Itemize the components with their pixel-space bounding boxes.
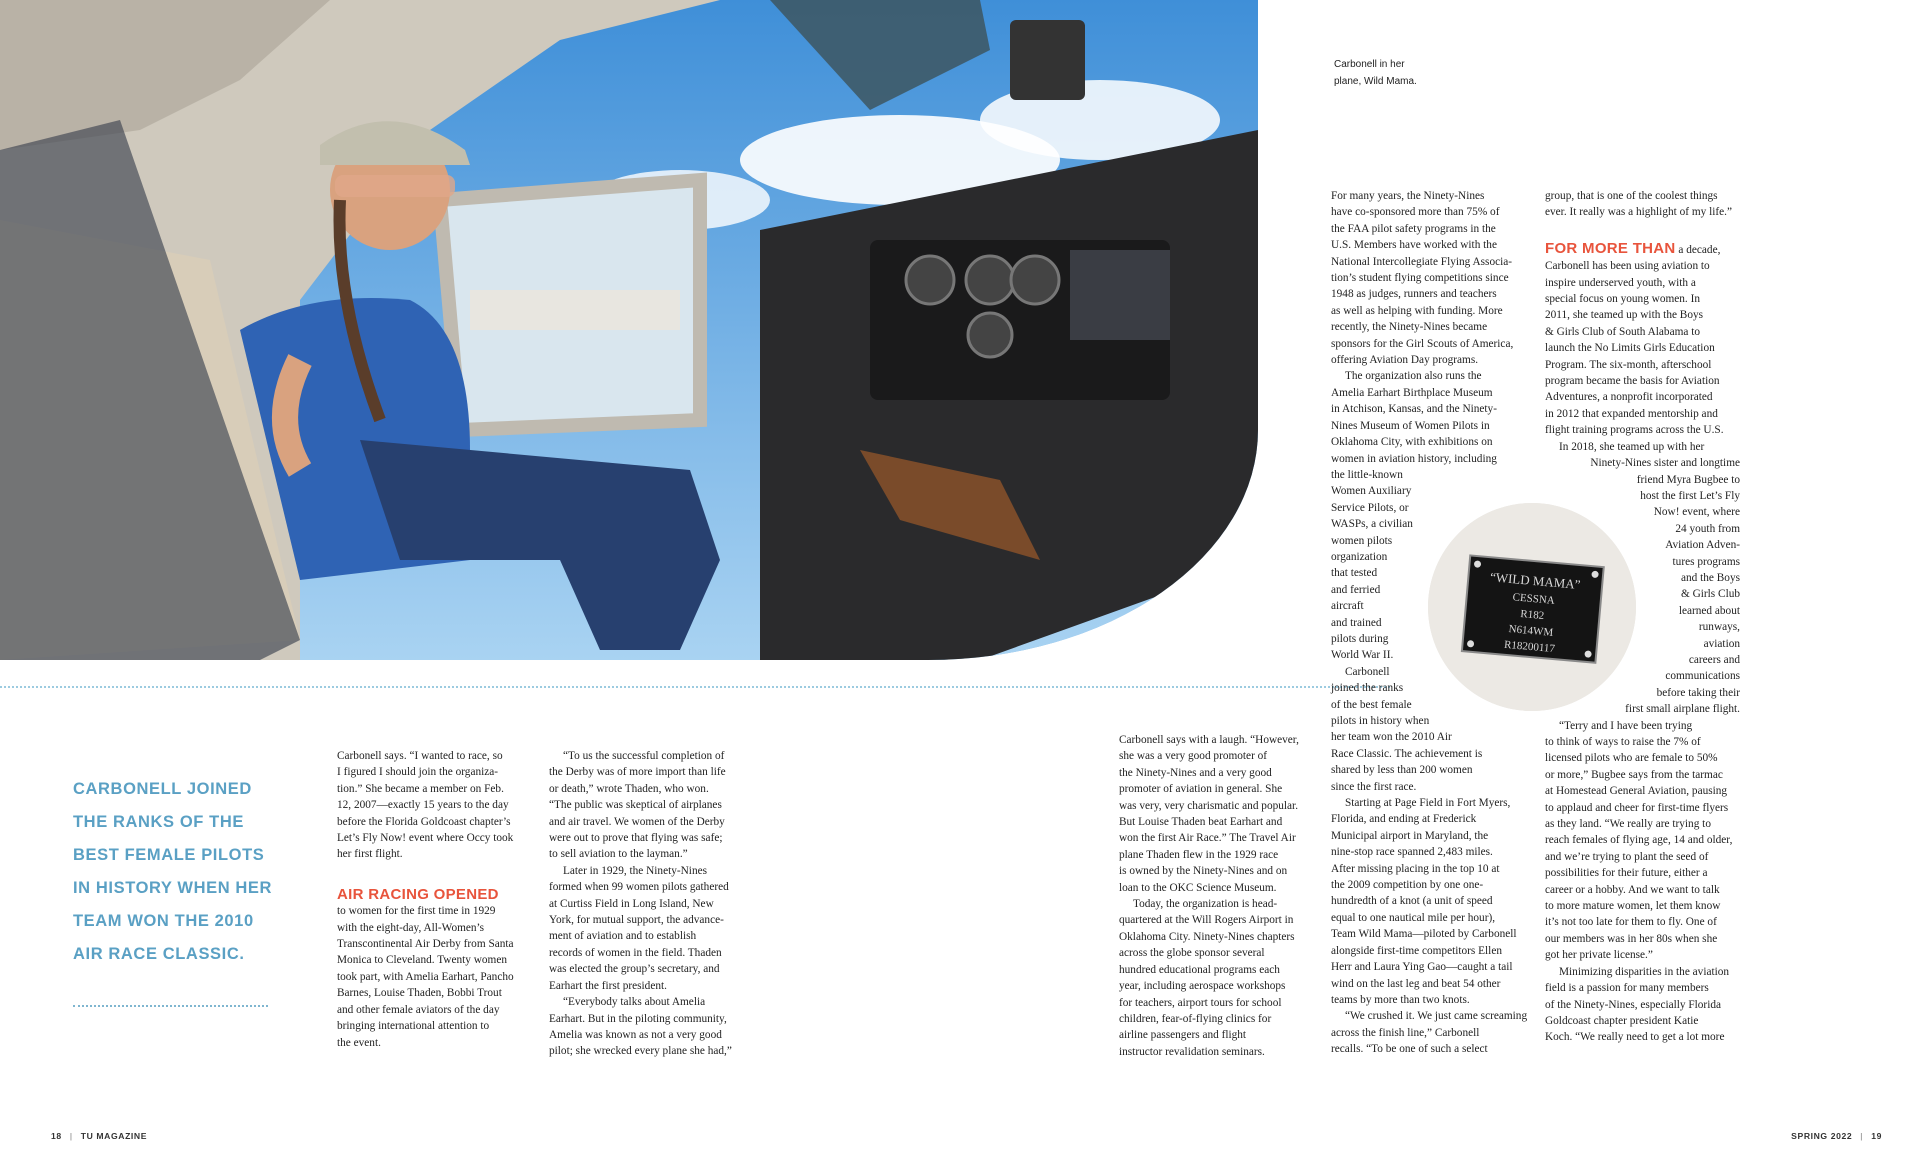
- article-column-2: [549, 748, 749, 1060]
- pull-quote-line: CARBONELL JOINED: [73, 780, 252, 798]
- text-line: year, including aerospace workshops: [1119, 980, 1286, 993]
- text-line: plane Thaden flew in the 1929 race: [1119, 848, 1279, 861]
- plate-line-5: R18200117: [1503, 638, 1556, 656]
- footer-right: SPRING 2022 | 19: [1791, 1131, 1882, 1141]
- text-line: to think of ways to raise the 7% of: [1545, 736, 1701, 748]
- text-line: Transcontinental Air Derby from Santa: [337, 938, 514, 951]
- caption-line: Carbonell in her: [1334, 59, 1405, 70]
- text-line: Oklahoma City. Ninety-Nines chapters: [1119, 930, 1295, 943]
- text-line: launch the No Limits Girls Education: [1545, 342, 1715, 355]
- pull-quote-line: TEAM WON THE 2010: [73, 912, 254, 930]
- plate-line-1: “WILD MAMA”: [1489, 569, 1582, 593]
- text-line: Goldcoast chapter president Katie: [1545, 1014, 1699, 1027]
- text-line: and we’re trying to plant the seed of: [1545, 850, 1709, 863]
- text-line: and the Boys: [1681, 571, 1740, 584]
- pull-quote-rule: [73, 1005, 268, 1007]
- text-line: teams by more than two knots.: [1331, 993, 1470, 1006]
- text-line: to more mature women, let them know: [1545, 900, 1721, 913]
- text-line: “Everybody talks about Amelia: [563, 996, 706, 1009]
- text-line: got her private license.”: [1545, 949, 1653, 962]
- text-line: field is a passion for many members: [1545, 982, 1709, 995]
- text-line: recalls. “To be one of such a select: [1331, 1043, 1488, 1056]
- text-line: Later in 1929, the Ninety-Nines: [563, 864, 707, 877]
- text-line: I figured I should join the organiza-: [337, 766, 499, 779]
- text-line: In 2018, she teamed up with her: [1559, 440, 1705, 453]
- article-column-1: [337, 748, 537, 1051]
- text-line: equal to one nautical mile per hour),: [1331, 911, 1496, 924]
- text-line: of the Ninety-Nines, especially Florida: [1545, 998, 1721, 1011]
- page-number-left: 18: [51, 1131, 62, 1141]
- text-line: flight training programs across the U.S.: [1545, 424, 1724, 437]
- text-line: to applaud and cheer for first-time flyers: [1545, 801, 1729, 814]
- text-line: as well as helping with funding. More: [1331, 304, 1503, 317]
- text-line: quartered at the Will Rogers Airport in: [1119, 914, 1294, 927]
- text-line: Minimizing disparities in the aviation: [1559, 965, 1730, 978]
- text-line: After missing placing in the top 10 at: [1331, 862, 1500, 875]
- text-line: possibilities for their future, either a: [1545, 867, 1708, 880]
- text-line: For many years, the Ninety-Nines: [1331, 190, 1485, 202]
- text-line: Starting at Page Field in Fort Myers,: [1345, 797, 1511, 810]
- text-line: wind on the last leg and beat 54 other: [1331, 977, 1501, 990]
- text-line: hundredth of a knot (a unit of speed: [1331, 895, 1493, 908]
- text-line: & Girls Club: [1681, 588, 1740, 601]
- text-line: Women Auxiliary: [1331, 485, 1412, 498]
- text-line: bringing international attention to: [337, 1020, 490, 1033]
- text-line: aircraft: [1331, 600, 1364, 613]
- text-line: the 2009 competition by one one-: [1331, 879, 1484, 892]
- text-line: tures programs: [1672, 555, 1740, 568]
- text-line: that tested: [1331, 567, 1378, 580]
- magazine-title: TU MAGAZINE: [80, 1131, 148, 1141]
- text-line: Program. The six-month, afterschool: [1545, 358, 1712, 371]
- text-line: records of women in the field. Thaden: [549, 946, 722, 959]
- pull-quote: [73, 773, 333, 971]
- text-line: alongside first-time competitors Ellen: [1331, 944, 1502, 957]
- page-number-right: 19: [1871, 1131, 1882, 1141]
- text-line: sponsors for the Girl Scouts of America,: [1331, 337, 1514, 350]
- text-line: World War II.: [1331, 649, 1394, 662]
- text-line: at Curtiss Field in Long Island, New: [549, 897, 714, 910]
- text-line: Today, the organization is head-: [1133, 898, 1278, 911]
- text-line: But Louise Thaden beat Earhart and: [1119, 816, 1283, 829]
- text-line: since the first race.: [1331, 780, 1417, 793]
- text-line: Earhart the first president.: [549, 979, 667, 992]
- text-line: Monica to Cleveland. Twenty women: [337, 954, 507, 967]
- text-line: won the first Air Race.” The Travel Air: [1119, 832, 1296, 845]
- text-line: in 2012 that expanded mentorship and: [1545, 407, 1718, 420]
- text-line: have co-sponsored more than 75% of: [1331, 206, 1500, 219]
- text-line: 12, 2007—exactly 15 years to the day: [337, 799, 509, 812]
- text-line: nine-stop race spanned 2,483 miles.: [1331, 846, 1493, 859]
- text-line: and air travel. We women of the Derby: [549, 815, 725, 828]
- plate-line-3: R182: [1519, 608, 1545, 623]
- text-line: promoter of aviation in general. She: [1119, 783, 1283, 796]
- text-line: across the finish line,” Carbonell: [1331, 1026, 1480, 1039]
- text-line: licensed pilots who are female to 50%: [1545, 752, 1718, 765]
- text-line: women pilots: [1331, 534, 1393, 547]
- text-line: children, fear-of-flying clinics for: [1119, 1012, 1272, 1025]
- text-line: pilot; she wrecked every plane she had,”: [549, 1045, 732, 1058]
- text-line: Team Wild Mama—piloted by Carbonell: [1331, 928, 1517, 941]
- text-line: was elected the group’s secretary, and: [549, 963, 720, 976]
- text-line: instructor revalidation seminars.: [1119, 1045, 1265, 1058]
- text-line: 1948 as judges, runners and teachers: [1331, 288, 1497, 301]
- text-line: of the best female: [1331, 698, 1412, 711]
- text-line: 2011, she teamed up with the Boys: [1545, 309, 1704, 322]
- text-line: the Ninety-Nines and a very good: [1119, 766, 1272, 779]
- column-1-para-1: [337, 748, 537, 863]
- text-line: as they land. “We really are trying to: [1545, 818, 1711, 831]
- text-line: Amelia Earhart Birthplace Museum: [1331, 386, 1493, 399]
- text-line: was very, very charismatic and popular.: [1119, 799, 1299, 812]
- text-line: Carbonell says with a laugh. “However,: [1119, 734, 1299, 746]
- text-line: runways,: [1698, 621, 1740, 634]
- text-line: “Terry and I have been trying: [1559, 719, 1693, 732]
- text-line: loan to the OKC Science Museum.: [1119, 881, 1277, 894]
- text-line: to women for the first time in 1929: [337, 905, 496, 918]
- text-line: reach females of flying age, 14 and older,: [1545, 834, 1733, 847]
- text-line: offering Aviation Day programs.: [1331, 354, 1479, 367]
- text-line: ment of aviation and to establish: [549, 930, 697, 943]
- text-line: women in aviation history, including: [1331, 452, 1497, 465]
- text-line: pilots during: [1331, 632, 1389, 645]
- text-line: first small airplane flight.: [1625, 703, 1740, 716]
- text-line: shared by less than 200 women: [1331, 764, 1473, 777]
- text-line: Oklahoma City, with exhibitions on: [1331, 436, 1493, 449]
- aircraft-data-plate: [1428, 503, 1636, 711]
- text-line: “We crushed it. We just came screaming: [1345, 1010, 1528, 1023]
- pull-quote-line: BEST FEMALE PILOTS: [73, 846, 265, 864]
- text-line: Service Pilots, or: [1331, 501, 1409, 514]
- plate-line-2: CESSNA: [1512, 591, 1556, 607]
- text-line: “The public was skeptical of airplanes: [549, 799, 722, 812]
- text-line: & Girls Club of South Alabama to: [1545, 325, 1701, 338]
- text-line: joined the ranks: [1331, 682, 1404, 695]
- caption-line: plane, Wild Mama.: [1334, 76, 1417, 87]
- text-line: friend Myra Bugbee to: [1636, 473, 1740, 486]
- text-line: Carbonell: [1345, 665, 1390, 678]
- text-line: organization: [1331, 550, 1388, 563]
- plate-line-4: N614WM: [1508, 623, 1554, 639]
- text-line: Carbonell says. “I wanted to race, so: [337, 750, 503, 762]
- text-line: her team won the 2010 Air: [1331, 731, 1452, 744]
- text-line: Let’s Fly Now! event where Occy took: [337, 832, 514, 845]
- text-line: to sell aviation to the layman.”: [549, 848, 688, 861]
- section-lead-air-racing: AIR RACING OPENED: [337, 885, 499, 903]
- text-line: program became the basis for Aviation: [1545, 375, 1720, 388]
- text-line: special focus on young women. In: [1545, 293, 1700, 306]
- text-line: across the globe sponsor several: [1119, 947, 1265, 960]
- text-line: tion.” She became a member on Feb.: [337, 782, 504, 795]
- text-line: recently, the Ninety-Nines became: [1331, 321, 1488, 334]
- issue-title: SPRING 2022: [1791, 1131, 1853, 1141]
- pull-quote-line: AIR RACE CLASSIC.: [73, 945, 245, 963]
- text-line: aviation: [1703, 637, 1740, 650]
- text-line: in Atchison, Kansas, and the Ninety-: [1331, 403, 1497, 416]
- pull-quote-line: IN HISTORY WHEN HER: [73, 879, 273, 897]
- text-line: Carbonell has been using aviation to: [1545, 260, 1710, 273]
- text-line: Municipal airport in Maryland, the: [1331, 829, 1489, 842]
- text-line: before taking their: [1656, 686, 1740, 699]
- text-line: she was a very good promoter of: [1119, 750, 1268, 763]
- text-line: host the first Let’s Fly: [1640, 489, 1740, 502]
- text-line: Aviation Adven-: [1665, 539, 1740, 552]
- text-line: inspire underserved youth, with a: [1545, 276, 1696, 289]
- text-line: and ferried: [1331, 583, 1381, 596]
- text-line: our members was in her 80s when she: [1545, 932, 1718, 945]
- text-line: formed when 99 women pilots gathered: [549, 881, 729, 894]
- text-line: WASPs, a civilian: [1331, 518, 1413, 531]
- text-line: National Intercollegiate Flying Associa-: [1331, 255, 1513, 268]
- text-line: Race Classic. The achievement is: [1331, 747, 1483, 760]
- text-line: career or a hobby. And we want to talk: [1545, 883, 1720, 896]
- text-line: her first flight.: [337, 848, 403, 861]
- text-line: Earhart. But in the piloting community,: [549, 1012, 727, 1025]
- text-line: “To us the successful completion of: [563, 750, 725, 762]
- column-1-para-2: [337, 903, 537, 1051]
- text-line: Nines Museum of Women Pilots in: [1331, 419, 1490, 432]
- text-line: Herr and Laura Ying Gao—caught a tail: [1331, 961, 1513, 974]
- dotted-divider: [0, 686, 1390, 688]
- footer-left: 18 | TU MAGAZINE: [51, 1131, 148, 1141]
- text-line: airline passengers and flight: [1119, 1029, 1247, 1042]
- text-line: at Homestead General Aviation, pausing: [1545, 785, 1728, 798]
- text-line: or death,” wrote Thaden, who won.: [549, 782, 709, 795]
- text-line: and other female aviators of the day: [337, 1003, 500, 1016]
- text-line: Koch. “We really need to get a lot more: [1545, 1031, 1725, 1044]
- pull-quote-line: THE RANKS OF THE: [73, 813, 244, 831]
- text-line: before the Florida Goldcoast chapter’s: [337, 815, 511, 828]
- text-line: learned about: [1678, 604, 1740, 617]
- text-line: were out to prove that flying was safe;: [549, 832, 723, 845]
- text-line: for teachers, airport tours for school: [1119, 996, 1282, 1009]
- text-line: group, that is one of the coolest things: [1545, 190, 1718, 202]
- text-line: Ninety-Nines sister and longtime: [1590, 457, 1740, 470]
- cockpit-photo: [0, 0, 1258, 660]
- text-line: and trained: [1331, 616, 1382, 629]
- text-line: Adventures, a nonprofit incorporated: [1545, 391, 1713, 404]
- text-line: is owned by the Ninety-Nines and on: [1119, 865, 1288, 878]
- text-line: a decade,: [1678, 243, 1721, 256]
- text-line: careers and: [1688, 653, 1740, 666]
- text-line: communications: [1665, 670, 1740, 683]
- text-line: hundred educational programs each: [1119, 963, 1280, 976]
- text-line: Amelia was known as not a very good: [549, 1028, 722, 1041]
- text-line: ever. It really was a highlight of my life.”: [1545, 206, 1732, 219]
- text-line: Barnes, Louise Thaden, Bobbi Trout: [337, 987, 502, 1000]
- photo-caption: [1334, 56, 1474, 90]
- text-line: with the eight-day, All-Women’s: [337, 921, 485, 934]
- section-lead-for-more-than: FOR MORE THAN: [1545, 239, 1676, 257]
- text-line: The organization also runs the: [1345, 370, 1482, 383]
- text-line: or more,” Bugbee says from the tarmac: [1545, 768, 1723, 781]
- text-line: York, for mutual support, the advance-: [549, 914, 724, 927]
- text-line: Now! event, where: [1653, 506, 1740, 519]
- text-line: took part, with Amelia Earhart, Pancho: [337, 970, 514, 983]
- text-line: the little-known: [1331, 468, 1403, 481]
- text-line: it’s not too late for them to fly. One of: [1545, 916, 1717, 929]
- text-line: the FAA pilot safety programs in the: [1331, 222, 1496, 235]
- text-line: pilots in history when: [1331, 715, 1430, 727]
- text-line: the event.: [337, 1036, 381, 1049]
- text-line: Florida, and ending at Frederick: [1331, 813, 1477, 826]
- article-column-3: [1119, 732, 1324, 1060]
- text-line: 24 youth from: [1675, 522, 1740, 535]
- text-line: the Derby was of more import than life: [549, 766, 726, 779]
- text-line: tion’s student flying competitions since: [1331, 272, 1509, 285]
- text-line: U.S. Members have worked with the: [1331, 239, 1497, 252]
